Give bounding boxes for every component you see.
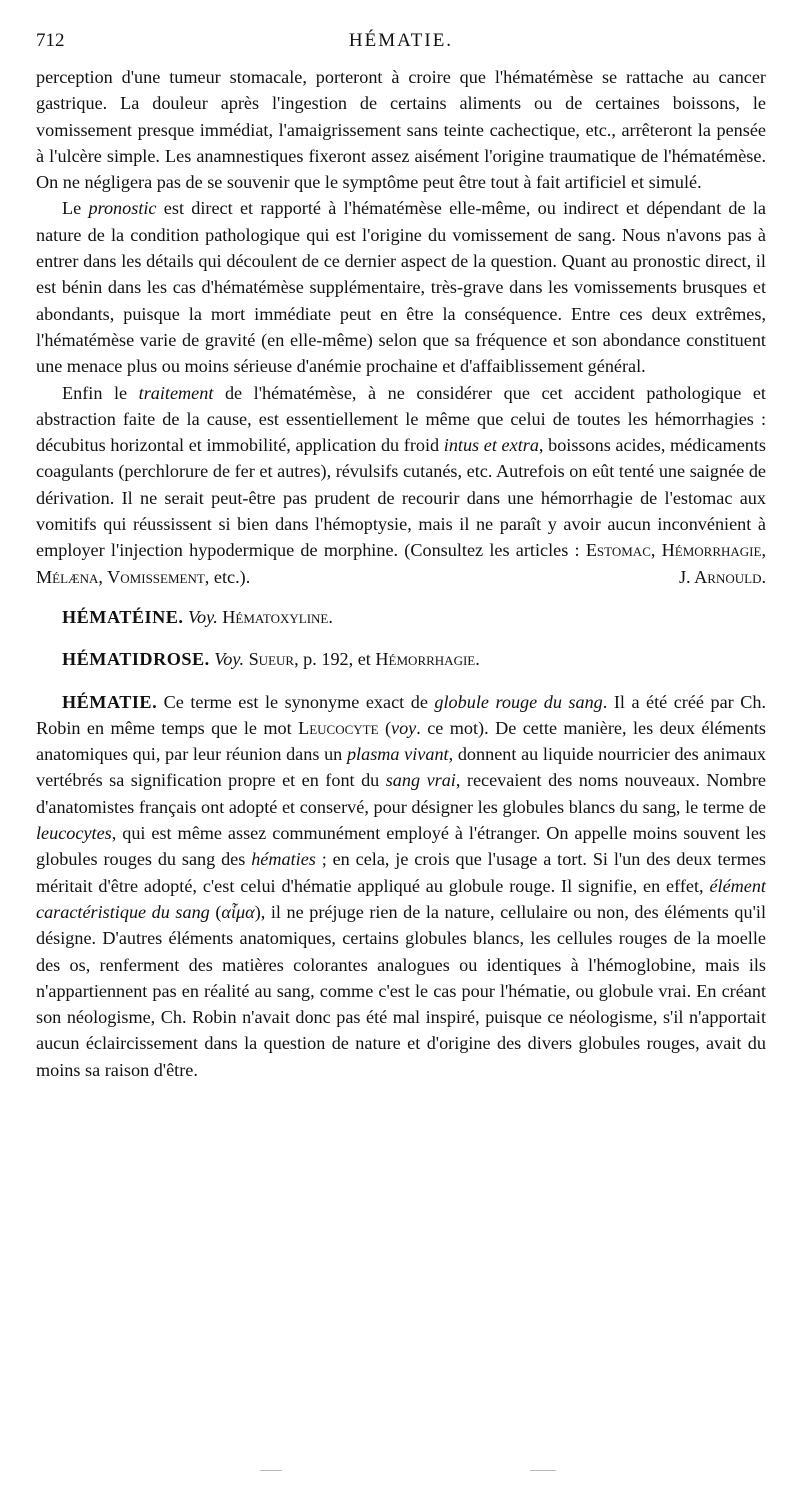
term-voy: voy bbox=[391, 717, 417, 738]
text-run: , recevaient des noms nouveaux. Nombre d'anatomistes français ont adopté et conservé, pour désigner les globules blancs du sang, le terme de bbox=[36, 770, 766, 817]
smudge-mark bbox=[260, 1470, 282, 1471]
paragraph-diagnosis-continued: perception d'une tumeur stomacale, porteront à croire que l'hématémèse se rattache au cancer gastrique. La douleur après l'ingestion de certains aliments ou de certaines boissons, le vomissement presque immédiat, l'amaigrissement sans teinte cachectique, etc., arrêteront la pensée à l'ulcère simple. Les anamnestiques fixeront assez aisément l'origine traumatique de l'hématémèse. On ne négligera pas de se souvenir que le symptôme peut être tout à fait artificiel et simulé. bbox=[36, 67, 766, 193]
text-run: Ce terme est le synonyme exact de bbox=[157, 691, 435, 712]
term-pronostic: pronostic bbox=[88, 198, 157, 219]
paragraph-prognosis bbox=[36, 195, 766, 379]
text-run: , boissons acides, médicaments coagulants (perchlorure de fer et autres), révulsifs cutanés, etc. Autrefois on eût tenté une saignée de dérivation. Il ne serait peut-être pas prudent de recourir dans une hémorrhagie de l'estomac aux vomitifs qui réussissent si bien dans l'hémoptysie, mais il ne paraît y avoir aucun inconvénient à employer l'injection hypodermique de morphine. (Consultez les articles : bbox=[36, 435, 766, 561]
author-signature: J. Arnould. bbox=[678, 566, 766, 587]
text-run: ( bbox=[378, 717, 391, 738]
text-run: ), il ne préjuge rien de la nature, cellulaire ou non, des éléments qu'il désigne. D'autres éléments anatomiques, certains globules blancs, les cellules rouges de la moelle des os, renferment des matières colorantes analogues ou identiques à l'hémoglobine, mais ils n'appartiennent pas en réalité au sang, comme c'est le cas pour l'hématie, ou globule vrai. En créant son néologisme, Ch. Robin n'avait donc pas été mal inspiré, puisque ce néologisme, s'il n'apportait aucun éclaircissement dans la question de nature et d'origine des divers globules rouges, avait du moins sa raison d'être. bbox=[36, 901, 767, 1080]
entry-hematidrose bbox=[36, 646, 766, 672]
term-traitement: traitement bbox=[138, 382, 214, 403]
cross-reference: Hémorrhagie. bbox=[375, 649, 480, 670]
term-element-caracteristique: élément caractéristique du sang bbox=[36, 875, 766, 922]
cross-references: Estomac, Hémorrhagie, Mélæna, Vomissement bbox=[36, 540, 766, 587]
running-head bbox=[36, 30, 766, 56]
text-run: ( bbox=[209, 901, 222, 922]
text-run: de l'hématémèse, à ne considérer que cet accident pathologique et abstraction faite de la cause, est essentiellement le même que celui de toutes les hémorrhagies : décubitus horizontal et immobilité, application du froid bbox=[36, 382, 766, 456]
voy-label: Voy. bbox=[187, 606, 218, 627]
headword: HÉMATIDROSE. bbox=[62, 649, 210, 670]
text-run: Le bbox=[62, 198, 89, 219]
smudge-mark bbox=[530, 1470, 556, 1471]
text-run: Enfin le bbox=[62, 382, 139, 403]
voy-label: Voy. bbox=[214, 649, 245, 670]
text-run: , etc.). bbox=[204, 566, 251, 587]
cross-reference: Sueur bbox=[248, 649, 295, 670]
entry-hemateine bbox=[36, 604, 766, 630]
cross-reference: Hématoxyline. bbox=[222, 606, 333, 627]
term-haima-greek: αἷμα bbox=[221, 901, 255, 922]
entry-hematie bbox=[36, 689, 766, 1083]
text-run: est direct et rapporté à l'hématémèse elle-même, ou indirect et dépendant de la nature de la condition pathologique qui est l'origine du vomissement de sang. Nous n'avons pas à entrer dans les détails qui découlent de ce dernier aspect de la question. Quant au pronostic direct, il est bénin dans les cas d'hématémèse supplémentaire, très-grave dans les vomissements brusques et abondants, puisque la mort immédiate peut en être la conséquence. Entre ces deux extrêmes, l'hématémèse varie de gravité (en elle-même) selon que sa fréquence et son abondance constituent une menace plus ou moins sérieuse d'anémie prochaine et d'affaiblissement général. bbox=[36, 198, 766, 377]
text-run: , p. 192, et bbox=[294, 649, 376, 670]
text-run: , qui est même assez communément employé à l'étranger. On appelle moins souvent les globules rouges du sang des bbox=[36, 823, 766, 870]
paragraph-treatment bbox=[36, 380, 766, 590]
body-text bbox=[36, 64, 766, 1083]
page-number: 712 bbox=[36, 30, 65, 51]
term-hematies: hématies bbox=[251, 849, 316, 870]
headword: HÉMATÉINE. bbox=[62, 606, 184, 627]
term-intus-et-extra: intus et extra bbox=[443, 435, 539, 456]
bottom-smudge bbox=[260, 1470, 560, 1472]
headword: HÉMATIE. bbox=[62, 691, 158, 712]
running-title: HÉMATIE. bbox=[348, 30, 454, 51]
term-sang-vrai: sang vrai bbox=[385, 770, 456, 791]
text-run: . ce mot). De cette manière, les deux éléments anatomiques qui, par leur réunion dans un bbox=[36, 717, 766, 765]
term-leucocytes: leucocytes bbox=[36, 823, 112, 844]
text-run: , donnent au liquide nourricier des animaux vertébrés sa signification propre et en font du bbox=[36, 744, 766, 791]
cross-reference: Leucocyte bbox=[298, 717, 379, 738]
text-run: ; en cela, je crois que l'usage a tort. Si l'un des deux termes méritait d'être adopté, c'est celui d'hématie appliqué au globule rouge. Il signifie, en effet, bbox=[36, 849, 767, 896]
text-run: . Il a été créé par Ch. Robin en même temps que le mot bbox=[36, 691, 767, 738]
term-plasma-vivant: plasma vivant bbox=[346, 744, 449, 765]
term-globule-rouge: globule rouge du sang bbox=[434, 691, 603, 712]
